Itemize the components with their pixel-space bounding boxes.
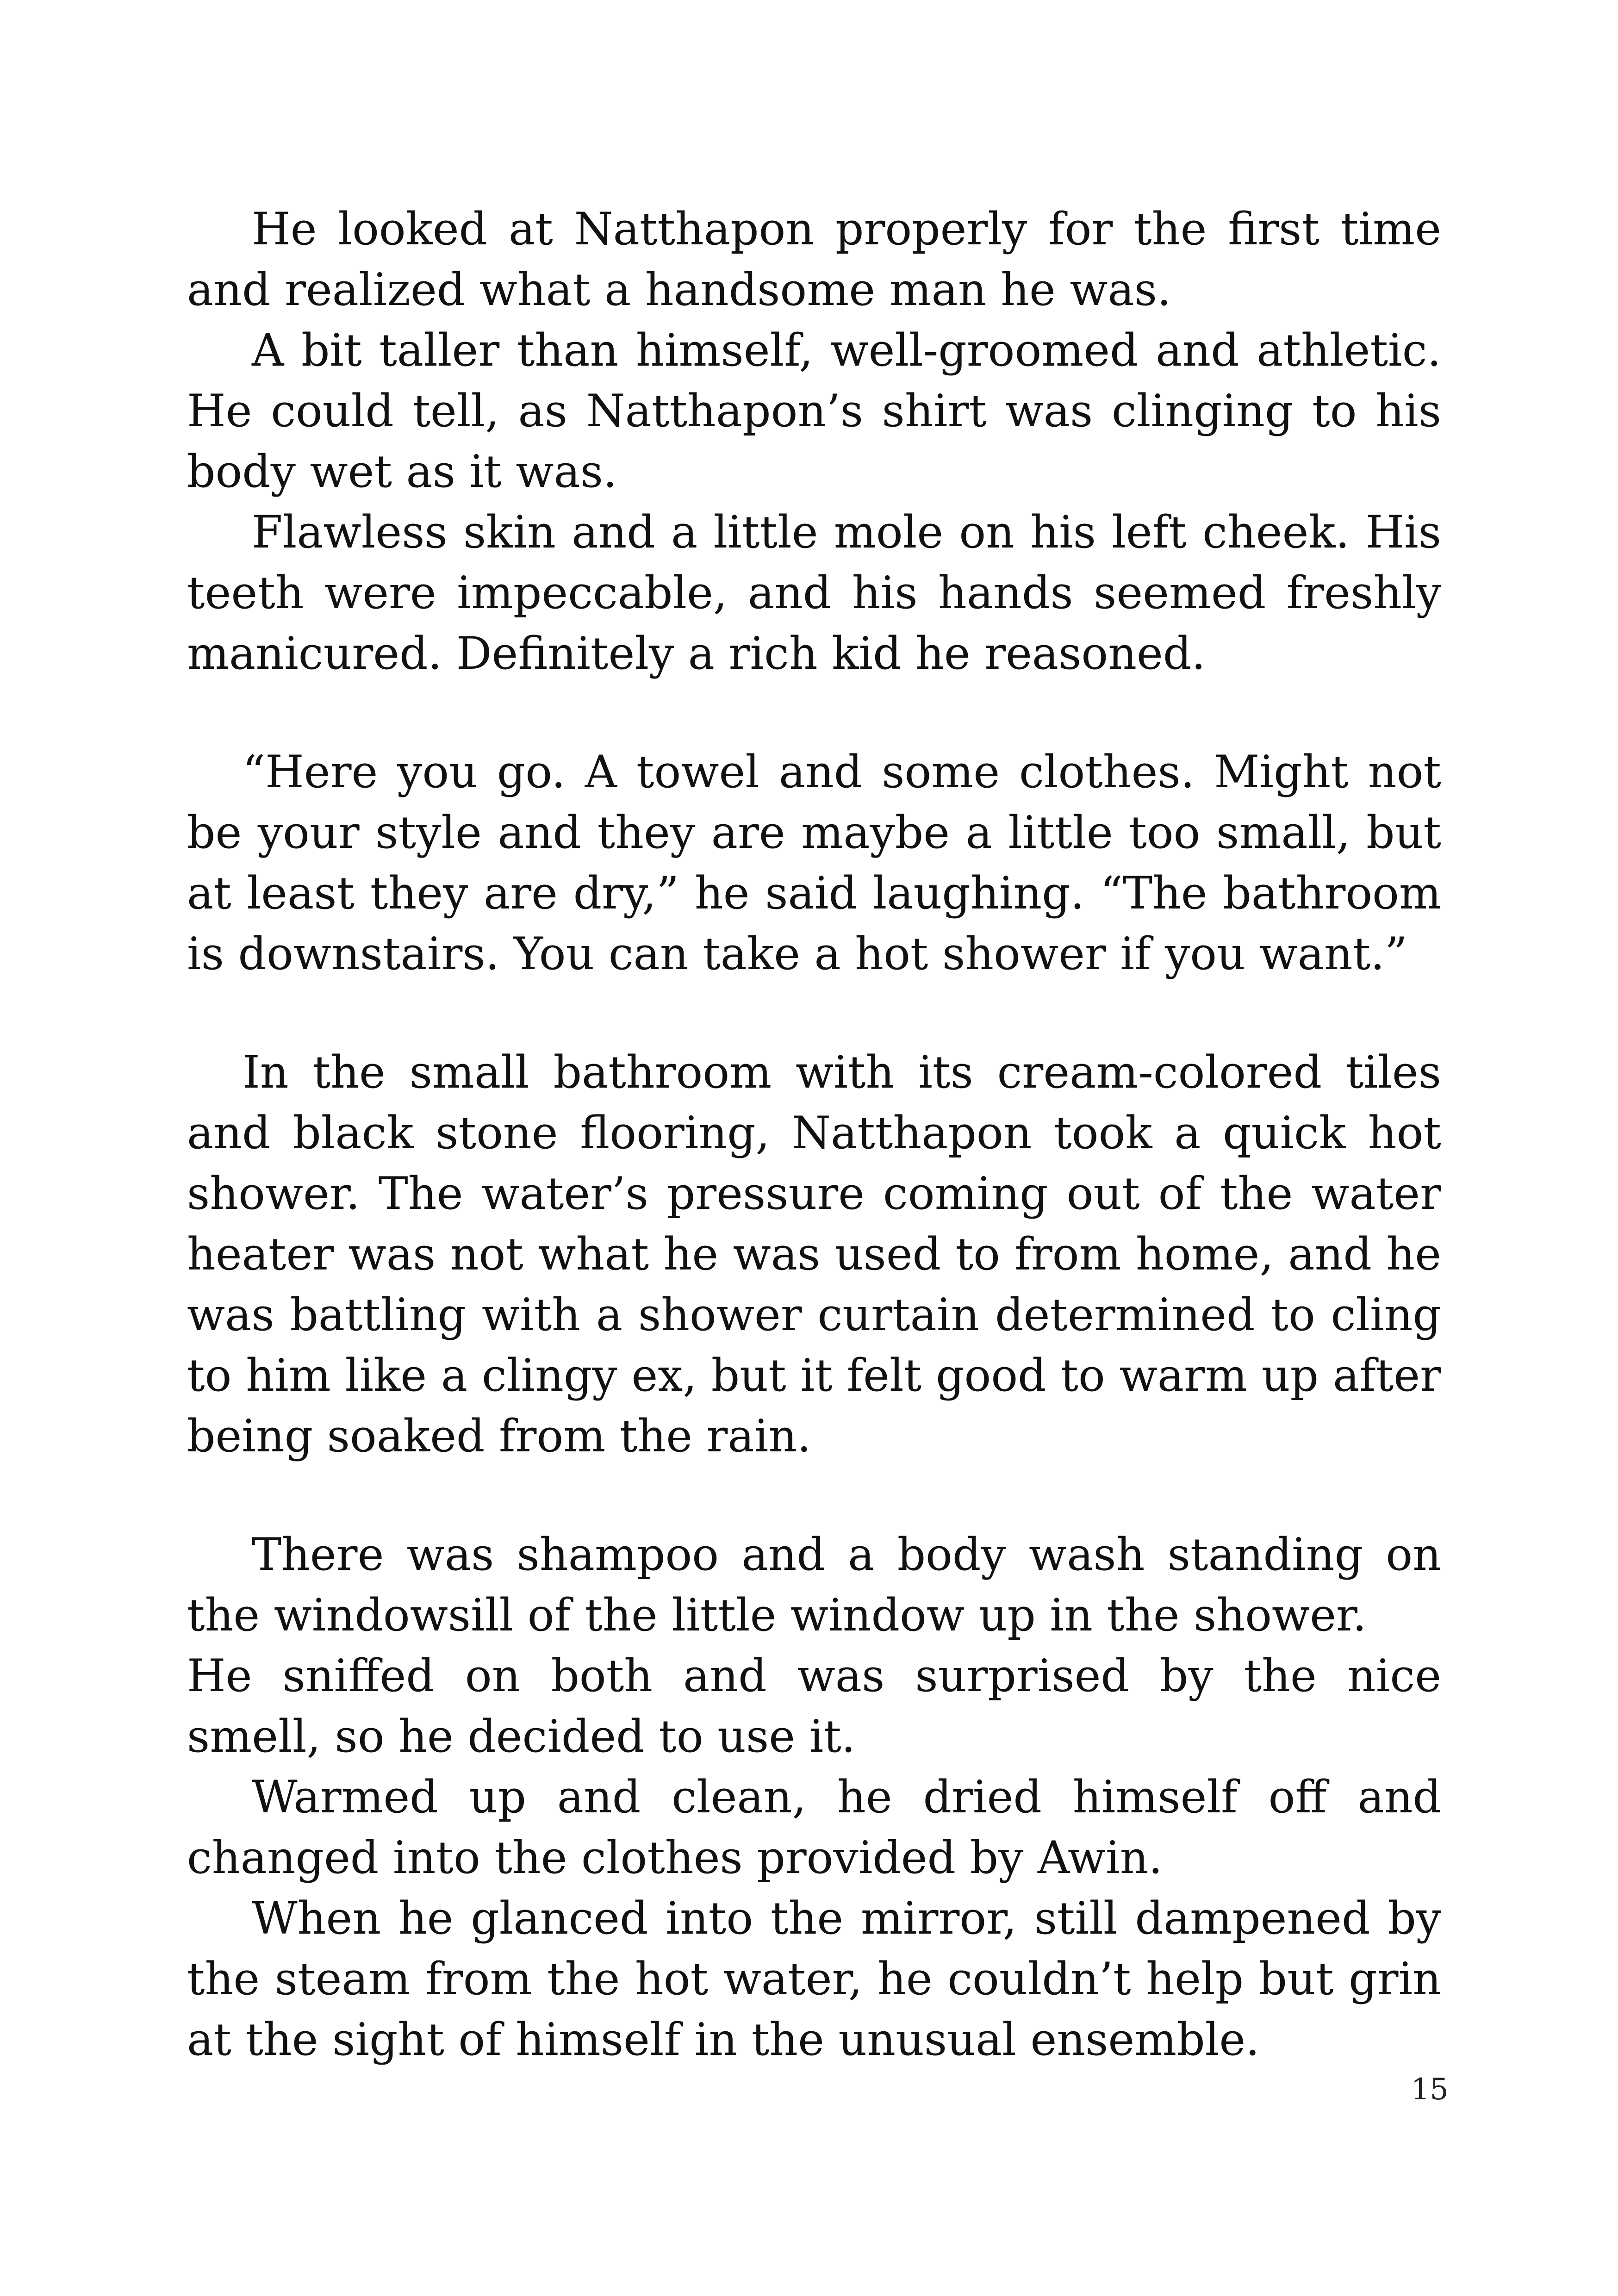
- paragraph-gap: [187, 1467, 1441, 1524]
- paragraph-5: In the small bathroom with its cream-colored tiles and black stone flooring, Natthapon took a quick hot shower. The water’s pressure coming out of the water heater was not what he was used to from home, and he was battling with a shower curtain determined to cling to him like a clingy ex, but it felt good to warm up after being soaked from the rain.: [187, 1046, 1441, 1462]
- paragraph-2: A bit taller than himself, well-groomed and athletic. He could tell, as Natthapon’s shirt was clinging to his body wet as it was.: [187, 324, 1441, 498]
- page-body: [187, 199, 1441, 2070]
- paragraph-6: There was shampoo and a body wash standing on the windowsill of the little window up in the shower.: [187, 1529, 1441, 1641]
- paragraph-8: Warmed up and clean, he dried himself off and changed into the clothes provided by Awin.: [187, 1771, 1441, 1884]
- paragraph-9: When he glanced into the mirror, still dampened by the steam from the hot water, he couldn’t help but grin at the sight of himself in the unusual ensemble.: [187, 1892, 1441, 2066]
- page-number: 15: [1411, 2072, 1449, 2107]
- paragraph-7: He sniffed on both and was surprised by the nice smell, so he decided to use it.: [187, 1650, 1441, 1762]
- paragraph-4: “Here you go. A towel and some clothes. Might not be your style and they are maybe a little too small, but at least they are dry,” he said laughing. “The bathroom is downstairs. You can take a hot shower if you want.”: [187, 746, 1441, 980]
- paragraph-1: He looked at Natthapon properly for the first time and realized what a handsome man he was.: [187, 203, 1441, 316]
- paragraph-3: Flawless skin and a little mole on his left cheek. His teeth were impeccable, and his hands seemed freshly manicured. Definitely a rich kid he reasoned.: [187, 506, 1441, 679]
- paragraph-gap: [187, 984, 1441, 1042]
- paragraph-gap: [187, 684, 1441, 742]
